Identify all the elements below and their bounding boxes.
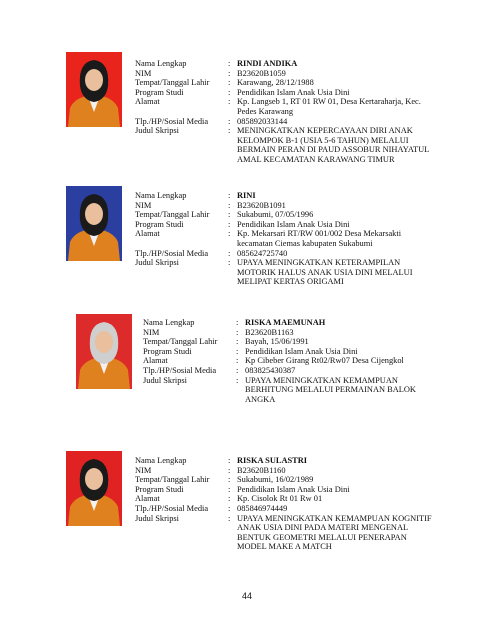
field-label: Tlp./HP/Sosial Media xyxy=(135,503,209,513)
field-value: 085892033144 xyxy=(237,116,288,126)
field-value: Kp. Cisolok Rt 01 Rw 01 xyxy=(237,494,323,504)
field-value: Pendidikan Islam Anak Usia Dini xyxy=(237,219,350,229)
face xyxy=(85,468,103,490)
field-label: Nama Lengkap xyxy=(135,191,187,200)
field-program xyxy=(135,220,435,230)
field-value: B23620B1160 xyxy=(237,465,286,475)
field-thesis xyxy=(135,258,435,287)
profile-photo xyxy=(66,52,122,127)
field-value: UPAYA MENINGKATKAN KETERAMPILAN MOTORIK HALUS ANAK USIA DINI MELALUI MELIPAT KERTAS ORIGAMI xyxy=(237,258,413,287)
field-label: Judul Skripsi xyxy=(143,375,187,385)
field-separator: : xyxy=(228,513,231,523)
profile-photo xyxy=(76,314,132,389)
field-value: RISKA MAEMUNAH xyxy=(245,318,326,327)
field-program xyxy=(135,88,435,98)
field-phone xyxy=(135,504,435,514)
profile-info xyxy=(135,59,435,165)
field-label: Alamat xyxy=(135,494,160,504)
profile-photo xyxy=(66,451,122,526)
field-label: Tlp./HP/Sosial Media xyxy=(135,248,209,258)
field-address xyxy=(135,97,435,116)
field-program xyxy=(135,485,435,495)
field-value: Sukabumi, 07/05/1996 xyxy=(237,210,314,220)
field-separator: : xyxy=(228,116,231,126)
field-value: B23620B1091 xyxy=(237,200,286,210)
field-separator: : xyxy=(236,346,239,356)
field-value: Karawang, 28/12/1988 xyxy=(237,78,314,88)
field-value: RISKA SULASTRI xyxy=(237,456,308,465)
field-nim xyxy=(135,466,435,476)
field-value: Pendidikan Islam Anak Usia Dini xyxy=(237,484,350,494)
field-name xyxy=(135,59,435,69)
field-value: UPAYA MENINGKATKAN KEMAMPUAN BERHITUNG MELALUI PERMAINAN BALOK ANGKA xyxy=(245,375,416,404)
field-separator: : xyxy=(228,503,231,513)
field-separator: : xyxy=(228,191,231,200)
field-label: Program Studi xyxy=(135,484,184,494)
field-value: 083825430387 xyxy=(245,365,296,375)
field-value: RINDI ANDIKA xyxy=(237,59,298,68)
field-birth xyxy=(135,210,435,220)
field-value: MENINGKATKAN KEPERCAYAAN DIRI ANAK KELOMPOK B-1 (USIA 5-6 TAHUN) MELALUI BERMAIN PERAN DI PAUD ASSOBUR NIHAYATUL AMAL KECAMATAN KARAWANG TIMUR xyxy=(237,126,429,164)
face xyxy=(85,69,103,91)
field-value: B23620B1163 xyxy=(245,327,294,337)
profile-info xyxy=(143,318,433,404)
field-address xyxy=(135,229,435,248)
field-address xyxy=(143,356,433,366)
field-label: Judul Skripsi xyxy=(135,126,179,136)
field-label: Tempat/Tanggal Lahir xyxy=(135,475,210,485)
field-label: Alamat xyxy=(143,356,168,366)
field-label: Tempat/Tanggal Lahir xyxy=(135,210,210,220)
field-nim xyxy=(143,328,433,338)
field-name xyxy=(135,191,435,201)
field-value: UPAYA MENINGKATKAN KEMAMPUAN KOGNITIF ANAK USIA DINI PADA MATERI MENGENAL BENTUK GEOMETRI MELALUI PENERAPAN MODEL MAKE A MATCH xyxy=(237,513,432,552)
field-birth xyxy=(135,475,435,485)
field-value: Bayah, 15/06/1991 xyxy=(245,337,309,347)
field-separator: : xyxy=(228,484,231,494)
field-separator: : xyxy=(236,318,239,327)
field-nim xyxy=(135,201,435,211)
field-label: Tempat/Tanggal Lahir xyxy=(143,337,218,347)
field-value: Pendidikan Islam Anak Usia Dini xyxy=(245,346,358,356)
profile-info xyxy=(135,191,435,287)
page-number: 44 xyxy=(241,591,252,601)
field-separator: : xyxy=(228,68,231,78)
field-label: Alamat xyxy=(135,229,160,239)
field-label: Program Studi xyxy=(135,219,184,229)
field-separator: : xyxy=(228,456,231,465)
field-value: RINI xyxy=(237,191,256,200)
field-label: Nama Lengkap xyxy=(135,456,187,465)
field-label: Tempat/Tanggal Lahir xyxy=(135,78,210,88)
field-value: Kp. Langseb 1, RT 01 RW 01, Desa Kertaraharja, Kec. Pedes Karawang xyxy=(237,97,421,116)
field-label: NIM xyxy=(135,200,152,210)
field-value: Kp. Mekarsari RT/RW 001/002 Desa Mekarsakti kecamatan Ciemas kabupaten Sukabumi xyxy=(237,229,402,248)
field-label: Program Studi xyxy=(135,87,184,97)
field-separator: : xyxy=(228,248,231,258)
field-thesis xyxy=(143,376,433,405)
field-label: Judul Skripsi xyxy=(135,513,179,523)
face xyxy=(95,331,113,353)
field-name xyxy=(143,318,433,328)
field-separator: : xyxy=(228,494,231,504)
field-separator: : xyxy=(228,59,231,68)
field-separator: : xyxy=(236,327,239,337)
field-phone xyxy=(135,117,435,127)
field-name xyxy=(135,456,435,466)
field-separator: : xyxy=(228,126,231,136)
profile-info xyxy=(135,456,435,552)
field-label: Nama Lengkap xyxy=(143,318,195,327)
field-label: Program Studi xyxy=(143,346,192,356)
field-separator: : xyxy=(236,356,239,366)
field-thesis xyxy=(135,514,435,552)
field-separator: : xyxy=(228,258,231,268)
field-separator: : xyxy=(228,219,231,229)
field-phone xyxy=(143,366,433,376)
field-separator: : xyxy=(228,87,231,97)
field-value: B23620B1059 xyxy=(237,68,286,78)
field-separator: : xyxy=(228,229,231,239)
field-program xyxy=(143,347,433,357)
field-label: NIM xyxy=(135,465,152,475)
field-separator: : xyxy=(228,97,231,107)
field-label: Nama Lengkap xyxy=(135,59,187,68)
field-separator: : xyxy=(228,465,231,475)
field-separator: : xyxy=(228,200,231,210)
field-nim xyxy=(135,69,435,79)
field-separator: : xyxy=(236,375,239,385)
field-label: Tlp./HP/Sosial Media xyxy=(135,116,209,126)
profile-photo xyxy=(66,186,122,261)
field-value: 085846974449 xyxy=(237,503,288,513)
field-separator: : xyxy=(228,475,231,485)
face xyxy=(85,203,103,225)
field-phone xyxy=(135,249,435,259)
field-label: NIM xyxy=(143,327,160,337)
field-value: Sukabumi, 16/02/1989 xyxy=(237,475,314,485)
field-birth xyxy=(135,78,435,88)
field-label: Alamat xyxy=(135,97,160,107)
field-separator: : xyxy=(236,365,239,375)
field-value: Pendidikan Islam Anak Usia Dini xyxy=(237,87,350,97)
field-thesis xyxy=(135,126,435,164)
field-separator: : xyxy=(228,210,231,220)
field-separator: : xyxy=(236,337,239,347)
field-value: 085624725740 xyxy=(237,248,288,258)
field-birth xyxy=(143,337,433,347)
field-label: Judul Skripsi xyxy=(135,258,179,268)
field-address xyxy=(135,494,435,504)
field-label: Tlp./HP/Sosial Media xyxy=(143,365,217,375)
field-label: NIM xyxy=(135,68,152,78)
field-value: Kp Cibeber Girang Rt02/Rw07 Desa Cijengkol xyxy=(245,356,404,366)
field-separator: : xyxy=(228,78,231,88)
